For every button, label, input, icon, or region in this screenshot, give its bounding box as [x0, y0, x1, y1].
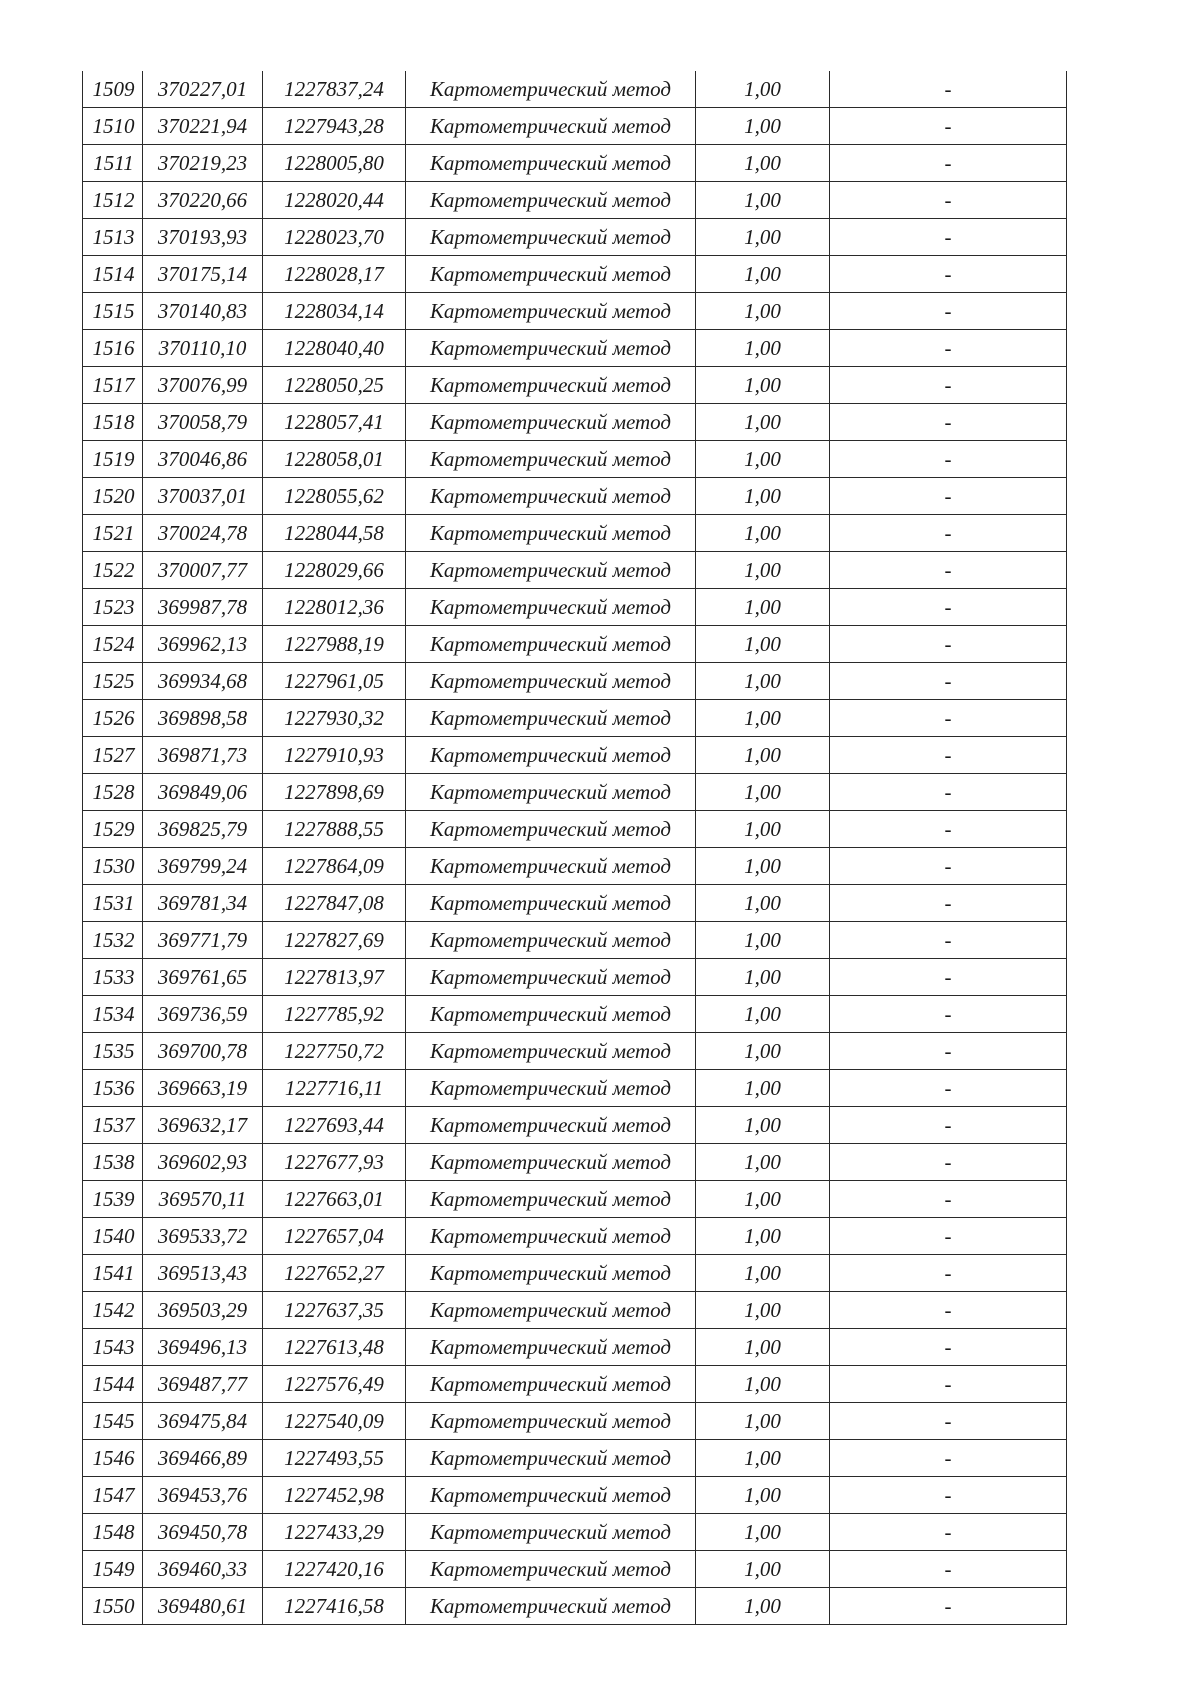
y-coordinate-cell: 1228044,58: [263, 515, 406, 552]
point-number-cell: 1523: [83, 589, 143, 626]
x-coordinate-cell: 369513,43: [143, 1255, 263, 1292]
accuracy-cell: 1,00: [696, 441, 830, 478]
table-row: [83, 737, 1067, 774]
table-row: [83, 626, 1067, 663]
x-coordinate-cell: 369480,61: [143, 1588, 263, 1625]
table-row: [83, 1255, 1067, 1292]
description-cell: -: [830, 663, 1067, 700]
table-row: [83, 1366, 1067, 1403]
table-row: [83, 885, 1067, 922]
method-cell: Картометрический метод: [406, 589, 696, 626]
accuracy-cell: 1,00: [696, 774, 830, 811]
point-number-cell: 1522: [83, 552, 143, 589]
method-cell: Картометрический метод: [406, 1477, 696, 1514]
point-number-cell: 1510: [83, 108, 143, 145]
accuracy-cell: 1,00: [696, 1255, 830, 1292]
y-coordinate-cell: 1227540,09: [263, 1403, 406, 1440]
table-row: [83, 700, 1067, 737]
description-cell: -: [830, 330, 1067, 367]
description-cell: -: [830, 959, 1067, 996]
y-coordinate-cell: 1227693,44: [263, 1107, 406, 1144]
point-number-cell: 1516: [83, 330, 143, 367]
y-coordinate-cell: 1228005,80: [263, 145, 406, 182]
table-row: [83, 1218, 1067, 1255]
table-row: [83, 1551, 1067, 1588]
x-coordinate-cell: 369450,78: [143, 1514, 263, 1551]
y-coordinate-cell: 1228055,62: [263, 478, 406, 515]
y-coordinate-cell: 1227847,08: [263, 885, 406, 922]
method-cell: Картометрический метод: [406, 330, 696, 367]
coordinates-table-body: [83, 71, 1067, 1625]
accuracy-cell: 1,00: [696, 108, 830, 145]
x-coordinate-cell: 370219,23: [143, 145, 263, 182]
table-row: [83, 404, 1067, 441]
method-cell: Картометрический метод: [406, 256, 696, 293]
method-cell: Картометрический метод: [406, 404, 696, 441]
point-number-cell: 1531: [83, 885, 143, 922]
point-number-cell: 1538: [83, 1144, 143, 1181]
point-number-cell: 1548: [83, 1514, 143, 1551]
description-cell: -: [830, 1181, 1067, 1218]
accuracy-cell: 1,00: [696, 885, 830, 922]
table-row: [83, 1144, 1067, 1181]
x-coordinate-cell: 370076,99: [143, 367, 263, 404]
y-coordinate-cell: 1227813,97: [263, 959, 406, 996]
table-row: [83, 959, 1067, 996]
description-cell: -: [830, 293, 1067, 330]
accuracy-cell: 1,00: [696, 959, 830, 996]
method-cell: Картометрический метод: [406, 1070, 696, 1107]
point-number-cell: 1541: [83, 1255, 143, 1292]
method-cell: Картометрический метод: [406, 1218, 696, 1255]
table-row: [83, 71, 1067, 108]
y-coordinate-cell: 1228028,17: [263, 256, 406, 293]
x-coordinate-cell: 369934,68: [143, 663, 263, 700]
point-number-cell: 1529: [83, 811, 143, 848]
x-coordinate-cell: 370024,78: [143, 515, 263, 552]
description-cell: -: [830, 367, 1067, 404]
x-coordinate-cell: 370140,83: [143, 293, 263, 330]
method-cell: Картометрический метод: [406, 478, 696, 515]
description-cell: -: [830, 145, 1067, 182]
accuracy-cell: 1,00: [696, 737, 830, 774]
description-cell: -: [830, 441, 1067, 478]
x-coordinate-cell: 369987,78: [143, 589, 263, 626]
point-number-cell: 1546: [83, 1440, 143, 1477]
table-row: [83, 256, 1067, 293]
description-cell: -: [830, 1144, 1067, 1181]
description-cell: -: [830, 1366, 1067, 1403]
description-cell: -: [830, 626, 1067, 663]
point-number-cell: 1525: [83, 663, 143, 700]
description-cell: -: [830, 256, 1067, 293]
accuracy-cell: 1,00: [696, 811, 830, 848]
method-cell: Картометрический метод: [406, 1440, 696, 1477]
point-number-cell: 1530: [83, 848, 143, 885]
y-coordinate-cell: 1227613,48: [263, 1329, 406, 1366]
x-coordinate-cell: 370193,93: [143, 219, 263, 256]
method-cell: Картометрический метод: [406, 885, 696, 922]
description-cell: -: [830, 1255, 1067, 1292]
point-number-cell: 1536: [83, 1070, 143, 1107]
table-row: [83, 145, 1067, 182]
table-row: [83, 922, 1067, 959]
accuracy-cell: 1,00: [696, 367, 830, 404]
method-cell: Картометрический метод: [406, 1033, 696, 1070]
accuracy-cell: 1,00: [696, 589, 830, 626]
table-row: [83, 1477, 1067, 1514]
point-number-cell: 1509: [83, 71, 143, 108]
accuracy-cell: 1,00: [696, 552, 830, 589]
point-number-cell: 1550: [83, 1588, 143, 1625]
accuracy-cell: 1,00: [696, 256, 830, 293]
accuracy-cell: 1,00: [696, 1033, 830, 1070]
description-cell: -: [830, 811, 1067, 848]
x-coordinate-cell: 369825,79: [143, 811, 263, 848]
description-cell: -: [830, 1477, 1067, 1514]
x-coordinate-cell: 369761,65: [143, 959, 263, 996]
x-coordinate-cell: 369453,76: [143, 1477, 263, 1514]
table-row: [83, 1070, 1067, 1107]
y-coordinate-cell: 1228040,40: [263, 330, 406, 367]
method-cell: Картометрический метод: [406, 1292, 696, 1329]
x-coordinate-cell: 369781,34: [143, 885, 263, 922]
table-row: [83, 811, 1067, 848]
point-number-cell: 1543: [83, 1329, 143, 1366]
table-row: [83, 589, 1067, 626]
table-row: [83, 441, 1067, 478]
point-number-cell: 1533: [83, 959, 143, 996]
method-cell: Картометрический метод: [406, 959, 696, 996]
x-coordinate-cell: 369570,11: [143, 1181, 263, 1218]
table-row: [83, 663, 1067, 700]
method-cell: Картометрический метод: [406, 1255, 696, 1292]
description-cell: -: [830, 737, 1067, 774]
description-cell: -: [830, 1440, 1067, 1477]
y-coordinate-cell: 1227657,04: [263, 1218, 406, 1255]
accuracy-cell: 1,00: [696, 515, 830, 552]
point-number-cell: 1535: [83, 1033, 143, 1070]
y-coordinate-cell: 1228020,44: [263, 182, 406, 219]
description-cell: -: [830, 552, 1067, 589]
table-row: [83, 182, 1067, 219]
table-row: [83, 293, 1067, 330]
method-cell: Картометрический метод: [406, 1514, 696, 1551]
accuracy-cell: 1,00: [696, 700, 830, 737]
accuracy-cell: 1,00: [696, 478, 830, 515]
accuracy-cell: 1,00: [696, 922, 830, 959]
method-cell: Картометрический метод: [406, 1329, 696, 1366]
description-cell: -: [830, 922, 1067, 959]
method-cell: Картометрический метод: [406, 1366, 696, 1403]
accuracy-cell: 1,00: [696, 1440, 830, 1477]
point-number-cell: 1534: [83, 996, 143, 1033]
description-cell: -: [830, 774, 1067, 811]
description-cell: -: [830, 1033, 1067, 1070]
accuracy-cell: 1,00: [696, 145, 830, 182]
table-row: [83, 367, 1067, 404]
point-number-cell: 1515: [83, 293, 143, 330]
accuracy-cell: 1,00: [696, 293, 830, 330]
method-cell: Картометрический метод: [406, 1588, 696, 1625]
y-coordinate-cell: 1227637,35: [263, 1292, 406, 1329]
table-row: [83, 848, 1067, 885]
y-coordinate-cell: 1227930,32: [263, 700, 406, 737]
x-coordinate-cell: 370220,66: [143, 182, 263, 219]
table-row: [83, 1033, 1067, 1070]
y-coordinate-cell: 1228029,66: [263, 552, 406, 589]
method-cell: Картометрический метод: [406, 293, 696, 330]
description-cell: -: [830, 404, 1067, 441]
table-row: [83, 330, 1067, 367]
accuracy-cell: 1,00: [696, 404, 830, 441]
x-coordinate-cell: 370007,77: [143, 552, 263, 589]
method-cell: Картометрический метод: [406, 737, 696, 774]
accuracy-cell: 1,00: [696, 1218, 830, 1255]
table-row: [83, 1107, 1067, 1144]
point-number-cell: 1521: [83, 515, 143, 552]
x-coordinate-cell: 370175,14: [143, 256, 263, 293]
y-coordinate-cell: 1227888,55: [263, 811, 406, 848]
point-number-cell: 1517: [83, 367, 143, 404]
x-coordinate-cell: 370227,01: [143, 71, 263, 108]
table-row: [83, 219, 1067, 256]
description-cell: -: [830, 1514, 1067, 1551]
point-number-cell: 1542: [83, 1292, 143, 1329]
method-cell: Картометрический метод: [406, 1181, 696, 1218]
point-number-cell: 1539: [83, 1181, 143, 1218]
accuracy-cell: 1,00: [696, 1551, 830, 1588]
y-coordinate-cell: 1227898,69: [263, 774, 406, 811]
description-cell: -: [830, 1403, 1067, 1440]
method-cell: Картометрический метод: [406, 922, 696, 959]
x-coordinate-cell: 369962,13: [143, 626, 263, 663]
point-number-cell: 1537: [83, 1107, 143, 1144]
y-coordinate-cell: 1227493,55: [263, 1440, 406, 1477]
accuracy-cell: 1,00: [696, 1107, 830, 1144]
table-row: [83, 774, 1067, 811]
method-cell: Картометрический метод: [406, 774, 696, 811]
accuracy-cell: 1,00: [696, 330, 830, 367]
x-coordinate-cell: 370046,86: [143, 441, 263, 478]
y-coordinate-cell: 1227652,27: [263, 1255, 406, 1292]
y-coordinate-cell: 1227961,05: [263, 663, 406, 700]
accuracy-cell: 1,00: [696, 996, 830, 1033]
table-row: [83, 552, 1067, 589]
description-cell: -: [830, 515, 1067, 552]
accuracy-cell: 1,00: [696, 1070, 830, 1107]
x-coordinate-cell: 369771,79: [143, 922, 263, 959]
x-coordinate-cell: 369496,13: [143, 1329, 263, 1366]
description-cell: -: [830, 1329, 1067, 1366]
point-number-cell: 1512: [83, 182, 143, 219]
method-cell: Картометрический метод: [406, 515, 696, 552]
point-number-cell: 1528: [83, 774, 143, 811]
table-row: [83, 1292, 1067, 1329]
x-coordinate-cell: 369871,73: [143, 737, 263, 774]
accuracy-cell: 1,00: [696, 1403, 830, 1440]
accuracy-cell: 1,00: [696, 1477, 830, 1514]
description-cell: -: [830, 478, 1067, 515]
x-coordinate-cell: 370221,94: [143, 108, 263, 145]
y-coordinate-cell: 1227677,93: [263, 1144, 406, 1181]
table-row: [83, 996, 1067, 1033]
table-row: [83, 515, 1067, 552]
y-coordinate-cell: 1228058,01: [263, 441, 406, 478]
y-coordinate-cell: 1227785,92: [263, 996, 406, 1033]
point-number-cell: 1545: [83, 1403, 143, 1440]
point-number-cell: 1524: [83, 626, 143, 663]
accuracy-cell: 1,00: [696, 848, 830, 885]
method-cell: Картометрический метод: [406, 1144, 696, 1181]
point-number-cell: 1540: [83, 1218, 143, 1255]
y-coordinate-cell: 1228023,70: [263, 219, 406, 256]
method-cell: Картометрический метод: [406, 996, 696, 1033]
y-coordinate-cell: 1227864,09: [263, 848, 406, 885]
point-number-cell: 1518: [83, 404, 143, 441]
accuracy-cell: 1,00: [696, 182, 830, 219]
method-cell: Картометрический метод: [406, 552, 696, 589]
point-number-cell: 1519: [83, 441, 143, 478]
y-coordinate-cell: 1227837,24: [263, 71, 406, 108]
x-coordinate-cell: 369460,33: [143, 1551, 263, 1588]
accuracy-cell: 1,00: [696, 1588, 830, 1625]
table-row: [83, 1514, 1067, 1551]
x-coordinate-cell: 369533,72: [143, 1218, 263, 1255]
coordinates-table: [82, 71, 1067, 1625]
y-coordinate-cell: 1227716,11: [263, 1070, 406, 1107]
description-cell: -: [830, 1551, 1067, 1588]
y-coordinate-cell: 1227827,69: [263, 922, 406, 959]
y-coordinate-cell: 1227576,49: [263, 1366, 406, 1403]
table-row: [83, 478, 1067, 515]
accuracy-cell: 1,00: [696, 626, 830, 663]
point-number-cell: 1527: [83, 737, 143, 774]
accuracy-cell: 1,00: [696, 1144, 830, 1181]
point-number-cell: 1532: [83, 922, 143, 959]
y-coordinate-cell: 1227663,01: [263, 1181, 406, 1218]
y-coordinate-cell: 1228012,36: [263, 589, 406, 626]
x-coordinate-cell: 369849,06: [143, 774, 263, 811]
y-coordinate-cell: 1227433,29: [263, 1514, 406, 1551]
method-cell: Картометрический метод: [406, 71, 696, 108]
description-cell: -: [830, 996, 1067, 1033]
y-coordinate-cell: 1228050,25: [263, 367, 406, 404]
y-coordinate-cell: 1227416,58: [263, 1588, 406, 1625]
description-cell: -: [830, 182, 1067, 219]
y-coordinate-cell: 1228057,41: [263, 404, 406, 441]
table-row: [83, 1329, 1067, 1366]
table-row: [83, 108, 1067, 145]
method-cell: Картометрический метод: [406, 663, 696, 700]
x-coordinate-cell: 369663,19: [143, 1070, 263, 1107]
method-cell: Картометрический метод: [406, 182, 696, 219]
point-number-cell: 1513: [83, 219, 143, 256]
description-cell: -: [830, 589, 1067, 626]
point-number-cell: 1547: [83, 1477, 143, 1514]
description-cell: -: [830, 108, 1067, 145]
point-number-cell: 1511: [83, 145, 143, 182]
description-cell: -: [830, 71, 1067, 108]
description-cell: -: [830, 1292, 1067, 1329]
method-cell: Картометрический метод: [406, 848, 696, 885]
point-number-cell: 1520: [83, 478, 143, 515]
description-cell: -: [830, 700, 1067, 737]
description-cell: -: [830, 1588, 1067, 1625]
description-cell: -: [830, 1070, 1067, 1107]
accuracy-cell: 1,00: [696, 1329, 830, 1366]
y-coordinate-cell: 1227452,98: [263, 1477, 406, 1514]
method-cell: Картометрический метод: [406, 108, 696, 145]
x-coordinate-cell: 369700,78: [143, 1033, 263, 1070]
method-cell: Картометрический метод: [406, 145, 696, 182]
accuracy-cell: 1,00: [696, 71, 830, 108]
table-row: [83, 1403, 1067, 1440]
table-row: [83, 1588, 1067, 1625]
x-coordinate-cell: 370037,01: [143, 478, 263, 515]
description-cell: -: [830, 885, 1067, 922]
y-coordinate-cell: 1227910,93: [263, 737, 406, 774]
accuracy-cell: 1,00: [696, 1366, 830, 1403]
point-number-cell: 1526: [83, 700, 143, 737]
point-number-cell: 1549: [83, 1551, 143, 1588]
y-coordinate-cell: 1228034,14: [263, 293, 406, 330]
accuracy-cell: 1,00: [696, 1514, 830, 1551]
x-coordinate-cell: 369487,77: [143, 1366, 263, 1403]
x-coordinate-cell: 369632,17: [143, 1107, 263, 1144]
method-cell: Картометрический метод: [406, 1107, 696, 1144]
y-coordinate-cell: 1227420,16: [263, 1551, 406, 1588]
point-number-cell: 1544: [83, 1366, 143, 1403]
description-cell: -: [830, 219, 1067, 256]
method-cell: Картометрический метод: [406, 626, 696, 663]
x-coordinate-cell: 370110,10: [143, 330, 263, 367]
y-coordinate-cell: 1227750,72: [263, 1033, 406, 1070]
x-coordinate-cell: 369799,24: [143, 848, 263, 885]
x-coordinate-cell: 369736,59: [143, 996, 263, 1033]
x-coordinate-cell: 369466,89: [143, 1440, 263, 1477]
y-coordinate-cell: 1227943,28: [263, 108, 406, 145]
x-coordinate-cell: 369602,93: [143, 1144, 263, 1181]
accuracy-cell: 1,00: [696, 219, 830, 256]
method-cell: Картометрический метод: [406, 1551, 696, 1588]
method-cell: Картометрический метод: [406, 219, 696, 256]
method-cell: Картометрический метод: [406, 367, 696, 404]
accuracy-cell: 1,00: [696, 1292, 830, 1329]
x-coordinate-cell: 369898,58: [143, 700, 263, 737]
x-coordinate-cell: 369475,84: [143, 1403, 263, 1440]
method-cell: Картометрический метод: [406, 441, 696, 478]
description-cell: -: [830, 1218, 1067, 1255]
description-cell: -: [830, 1107, 1067, 1144]
y-coordinate-cell: 1227988,19: [263, 626, 406, 663]
point-number-cell: 1514: [83, 256, 143, 293]
x-coordinate-cell: 369503,29: [143, 1292, 263, 1329]
table-row: [83, 1440, 1067, 1477]
method-cell: Картометрический метод: [406, 811, 696, 848]
x-coordinate-cell: 370058,79: [143, 404, 263, 441]
accuracy-cell: 1,00: [696, 663, 830, 700]
method-cell: Картометрический метод: [406, 1403, 696, 1440]
method-cell: Картометрический метод: [406, 700, 696, 737]
accuracy-cell: 1,00: [696, 1181, 830, 1218]
table-row: [83, 1181, 1067, 1218]
description-cell: -: [830, 848, 1067, 885]
